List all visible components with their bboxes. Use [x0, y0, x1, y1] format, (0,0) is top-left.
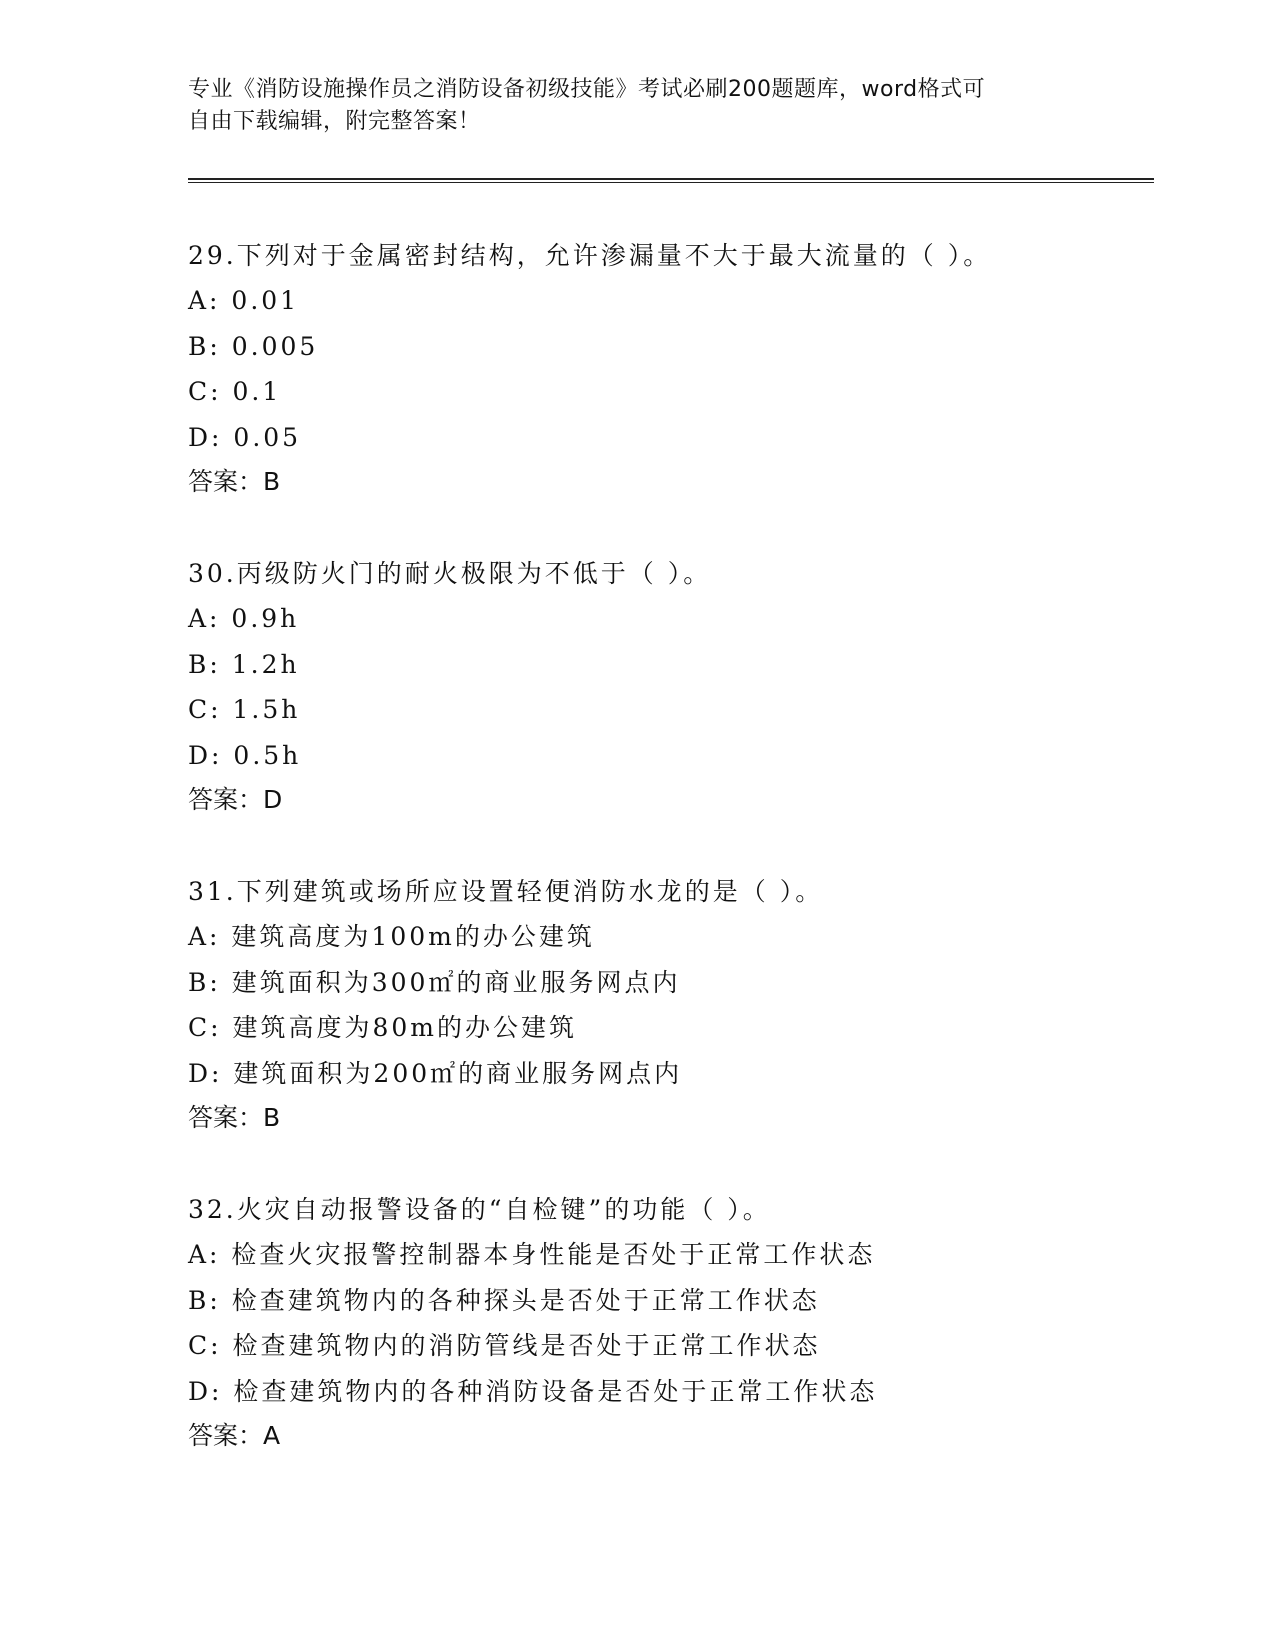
- option-a: A: 检查火灾报警控制器本身性能是否处于正常工作状态: [188, 1240, 876, 1269]
- option-b: B: 建筑面积为300㎡的商业服务网点内: [188, 967, 681, 997]
- header-divider: [188, 178, 1154, 183]
- question-stem: 32.火灾自动报警设备的“自检键”的功能（ ）。: [188, 1195, 771, 1224]
- answer-line: 答案：D: [188, 785, 283, 814]
- header-line-2: 自由下载编辑，附完整答案！: [188, 109, 481, 134]
- option-d: D: 建筑面积为200㎡的商业服务网点内: [188, 1058, 683, 1088]
- answer-line: 答案：B: [188, 467, 281, 496]
- option-c: C: 建筑高度为80m的办公建筑: [188, 1013, 578, 1042]
- option-b: B: 0.005: [188, 331, 319, 361]
- option-d: D: 0.5h: [188, 740, 302, 770]
- option-a: A: 0.01: [188, 286, 300, 315]
- document-header: [188, 74, 1068, 138]
- question-block: [188, 234, 1188, 504]
- option-c: C: 检查建筑物内的消防管线是否处于正常工作状态: [188, 1331, 821, 1360]
- question-block: [188, 552, 1188, 822]
- question-stem: 30.丙级防火门的耐火极限为不低于（ ）。: [188, 559, 712, 588]
- question-block: [188, 1188, 1188, 1458]
- answer-line: 答案：B: [188, 1103, 281, 1132]
- option-d: D: 检查建筑物内的各种消防设备是否处于正常工作状态: [188, 1376, 878, 1406]
- question-stem: 31.下列建筑或场所应设置轻便消防水龙的是（ ）。: [188, 877, 824, 906]
- answer-line: 答案：A: [188, 1421, 281, 1450]
- option-c: C: 1.5h: [188, 695, 301, 724]
- option-b: B: 1.2h: [188, 649, 300, 679]
- question-block: [188, 870, 1188, 1140]
- header-line-1: 专业《消防设施操作员之消防设备初级技能》考试必刷200题题库，word格式可: [188, 77, 986, 102]
- option-a: A: 建筑高度为100m的办公建筑: [188, 922, 595, 951]
- option-d: D: 0.05: [188, 422, 302, 452]
- question-stem: 29.下列对于金属密封结构，允许渗漏量不大于最大流量的（ ）。: [188, 241, 992, 270]
- option-c: C: 0.1: [188, 377, 282, 406]
- option-a: A: 0.9h: [188, 604, 300, 633]
- option-b: B: 检查建筑物内的各种探头是否处于正常工作状态: [188, 1285, 820, 1315]
